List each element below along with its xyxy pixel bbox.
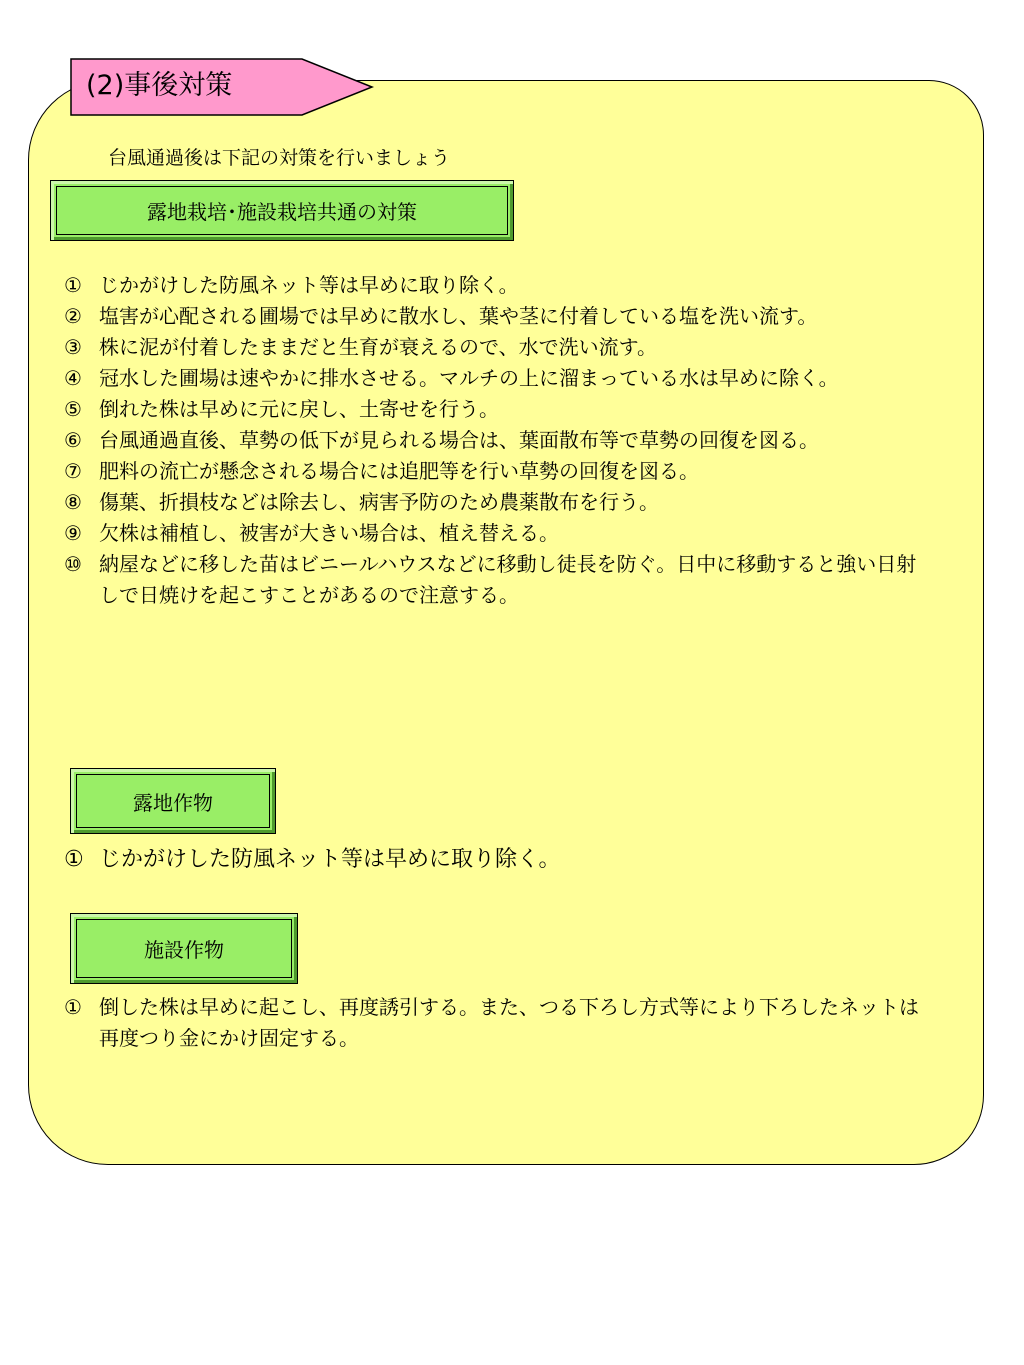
list-item: ⑦ 肥料の流亡が懸念される場合には追肥等を行い草勢の回復を図る。 [64, 459, 699, 483]
list-item: ⑥ 台風通過直後、草勢の低下が見られる場合は、葉面散布等で草勢の回復を図る。 [64, 428, 819, 452]
heading-common-measures: 露地栽培･施設栽培共通の対策 [50, 180, 514, 241]
list-item: ⑧ 傷葉、折損枝などは除去し、病害予防のため農薬散布を行う。 [64, 490, 659, 514]
greenhouse-list [64, 992, 934, 1054]
page-title: (2)事後対策 [86, 70, 233, 101]
list-item: ⑨ 欠株は補植し、被害が大きい場合は、植え替える。 [64, 521, 559, 545]
list-item: ③ 株に泥が付着したままだと生育が衰えるので、水で洗い流す。 [64, 335, 657, 359]
intro-text: 台風通過後は下記の対策を行いましょう [108, 147, 451, 169]
list-item: ① じかがけした防風ネット等は早めに取り除く。 [64, 847, 561, 872]
open-field-list [64, 843, 934, 877]
list-item: ② 塩害が心配される圃場では早めに散水し、葉や茎に付着している塩を洗い流す。 [64, 304, 818, 328]
list-item: ① 倒した株は早めに起こし、再度誘引する。また、つる下ろし方式等により下ろしたネットは再度つり金にかけ固定する。 [64, 995, 919, 1050]
list-item: ④ 冠水した圃場は速やかに排水させる。マルチの上に溜まっている水は早めに除く。 [64, 366, 839, 390]
heading-open-field-crops: 露地作物 [70, 768, 276, 834]
section-title-tag [70, 58, 375, 116]
list-item: ⑤ 倒れた株は早めに元に戻し、土寄せを行う。 [64, 397, 499, 421]
common-measures-list [64, 270, 934, 611]
list-item: ① じかがけした防風ネット等は早めに取り除く。 [64, 273, 519, 297]
list-item: ⑩ 納屋などに移した苗はビニールハウスなどに移動し徒長を防ぐ。日中に移動すると強い日射しで日焼けを起こすことがあるので注意する。 [64, 552, 917, 607]
heading-greenhouse-crops: 施設作物 [70, 913, 298, 984]
